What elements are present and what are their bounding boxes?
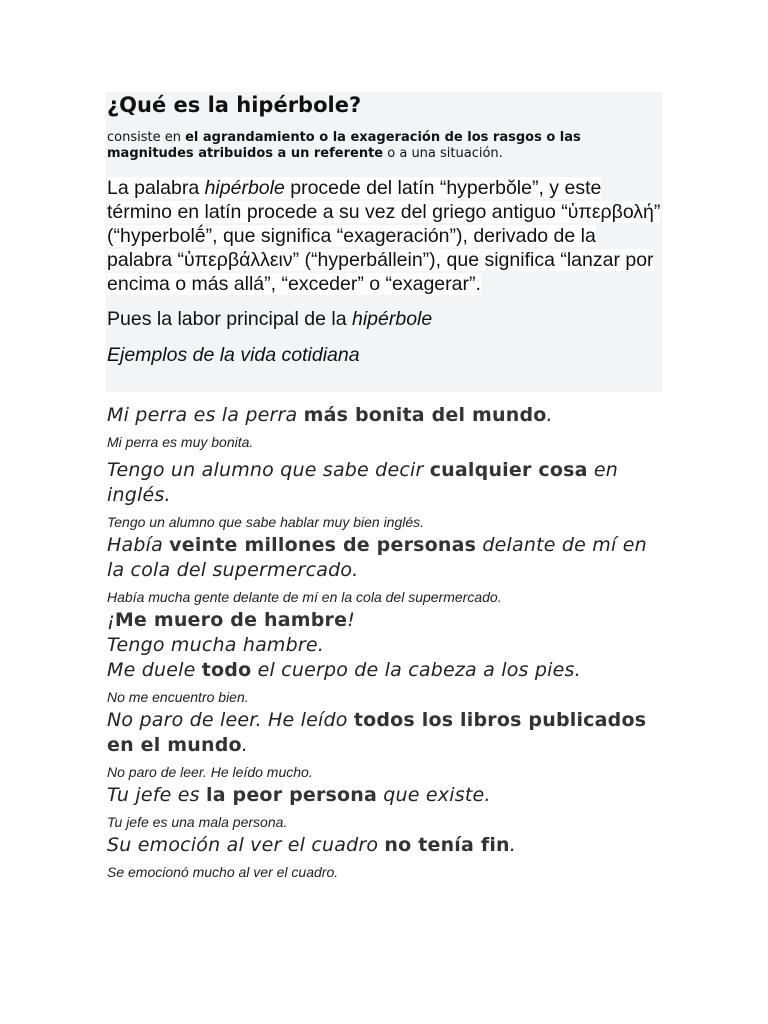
example-part-a: Había xyxy=(107,534,170,556)
etymology-paragraph xyxy=(106,176,662,296)
example-part-c: el cuerpo de la cabeza a los pies. xyxy=(251,659,581,681)
page-title: ¿Qué es la hipérbole? xyxy=(107,93,362,117)
examples-heading: Ejemplos de la vida cotidiana xyxy=(107,344,360,366)
example-item xyxy=(107,403,667,451)
example-item xyxy=(107,608,667,706)
example-part-b: Me muero de hambre xyxy=(114,609,348,631)
example-meaning: No me encuentro bien. xyxy=(107,689,249,705)
definition-text xyxy=(106,130,662,162)
example-part-c: . xyxy=(241,734,248,756)
example-item xyxy=(107,458,667,531)
example-item xyxy=(107,833,667,881)
purpose-italic: hipérbole xyxy=(351,308,433,330)
example-sentence xyxy=(107,658,667,683)
example-sentence xyxy=(107,403,667,428)
example-sentence xyxy=(107,458,667,508)
example-part-b: no tenía fin xyxy=(384,834,510,856)
example-part-c: ! xyxy=(347,609,356,631)
intro-lead: consiste en xyxy=(107,130,186,145)
example-meaning: Mi perra es muy bonita. xyxy=(107,434,254,450)
example-part-b: veinte millones de personas xyxy=(169,534,477,556)
example-meaning: Había mucha gente delante de mí en la cola del supermercado. xyxy=(107,589,502,605)
example-sentence xyxy=(107,633,667,658)
example-item xyxy=(107,708,667,781)
example-meaning: Tengo un alumno que sabe hablar muy bien inglés. xyxy=(107,514,425,530)
examples-list xyxy=(107,403,667,881)
example-part-c: delante de mí en la cola del supermercado. xyxy=(107,534,647,581)
purpose-pre: Pues la labor principal de la xyxy=(107,308,352,330)
etymology-pre: La palabra xyxy=(107,177,205,199)
example-item xyxy=(107,783,667,831)
example-part-c: . xyxy=(509,834,517,856)
etymology-post: procede del latín “hyperbŏle”, y este término en latín procede a su vez del griego antiguo “ὑπερβολή” (“hyperbolḗ”, que significa “exageración”), derivado de la palabra “ὑπερβάλλειν” (“hyperbállein”), que significa “lanzar por encima o más allá”, “exceder” o “exagerar”. xyxy=(107,177,661,295)
example-part-a: ¡ xyxy=(107,609,115,631)
example-meaning: No paro de leer. He leído mucho. xyxy=(107,764,313,780)
example-part-c: en inglés. xyxy=(107,459,618,506)
example-part-a: Mi perra es la perra xyxy=(107,404,304,426)
etymology-italic: hipérbole xyxy=(204,177,285,199)
example-part-a: Tengo mucha hambre. xyxy=(107,634,325,656)
example-part-a: No paro de leer. He leído xyxy=(107,709,354,731)
example-part-a: Me duele xyxy=(107,659,202,681)
example-part-a: Tengo un alumno que sabe decir xyxy=(107,459,430,481)
example-part-b: la peor persona xyxy=(206,784,378,806)
example-part-b: cualquier cosa xyxy=(429,459,588,481)
example-part-b: todo xyxy=(201,659,252,681)
example-part-c: que existe. xyxy=(377,784,491,806)
example-sentence xyxy=(107,608,667,633)
intro-bold: el agrandamiento o la exageración de los rasgos o las magnitudes atribuidos a un referente xyxy=(107,130,581,161)
intro-tail: o a una situación. xyxy=(383,146,503,161)
example-part-b: todos los libros publicados en el mundo xyxy=(107,709,647,756)
example-sentence xyxy=(107,708,667,758)
definition-section xyxy=(106,92,662,367)
example-part-a: Tu jefe es xyxy=(107,784,206,806)
example-meaning: Tu jefe es una mala persona. xyxy=(107,814,288,830)
example-part-c: . xyxy=(546,404,553,426)
example-item xyxy=(107,533,667,606)
example-sentence xyxy=(107,833,667,858)
purpose-paragraph xyxy=(106,307,662,331)
example-part-a: Su emoción al ver el cuadro xyxy=(107,834,385,856)
example-sentence xyxy=(107,533,667,583)
example-meaning: Se emocionó mucho al ver el cuadro. xyxy=(107,864,339,880)
example-sentence xyxy=(107,783,667,808)
example-part-b: más bonita del mundo xyxy=(303,404,547,426)
